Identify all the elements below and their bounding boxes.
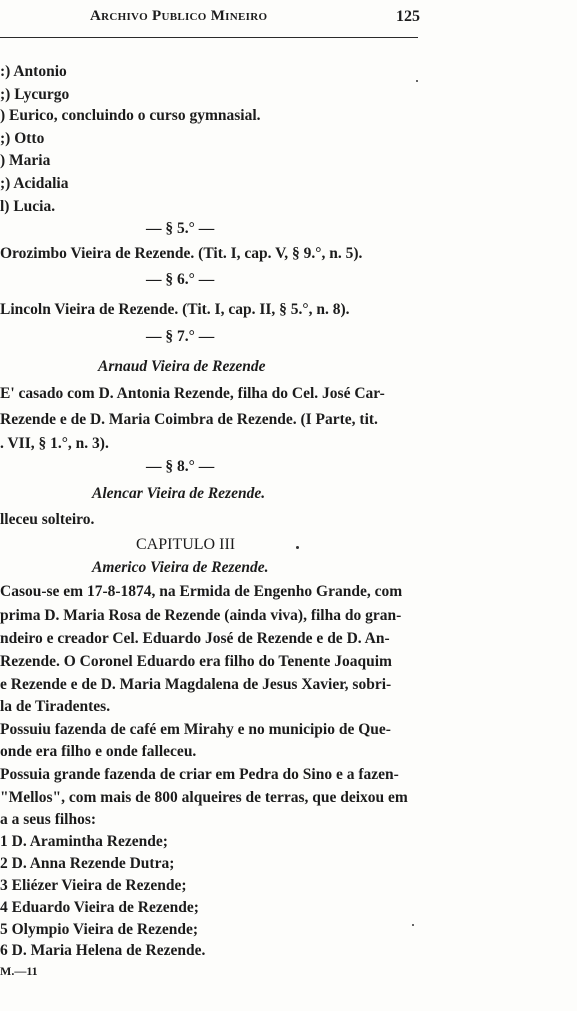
section-heading: — § 8.° —	[146, 458, 215, 475]
body-line: Rezende e de D. Maria Coimbra de Rezende. (I Parte, tit.	[0, 411, 378, 428]
child-list-item: ) Eurico, concluindo o curso gymnasial.	[0, 107, 261, 124]
heir-list-item: 6 D. Maria Helena de Rezende.	[0, 942, 206, 959]
page-number: 125	[396, 8, 420, 25]
body-line: lleceu solteiro.	[0, 511, 95, 528]
child-list-item: ;) Acidalia	[0, 175, 69, 192]
child-list-item: ;) Lycurgo	[0, 86, 70, 103]
body-line: ndeiro e creador Cel. Eduardo José de Rezende e de D. An-	[0, 630, 390, 647]
body-line: Possuia grande fazenda de criar em Pedra do Sino e a fazen-	[0, 766, 399, 783]
body-line: "Mellos", com mais de 800 alqueires de terras, que deixou em	[0, 789, 408, 806]
child-list-item: ) Maria	[0, 152, 51, 169]
running-header-title: Archivo Publico Mineiro	[90, 8, 268, 24]
child-list-item: l) Lucia.	[0, 198, 56, 215]
section-heading: — § 6.° —	[146, 271, 215, 288]
chapter-heading: CAPITULO III	[136, 536, 236, 553]
body-line: Rezende. O Coronel Eduardo era filho do Tenente Joaquim	[0, 653, 392, 670]
body-line: Lincoln Vieira de Rezende. (Tit. I, cap. II, § 5.°, n. 8).	[0, 301, 350, 318]
ink-speck	[412, 924, 414, 926]
heir-list-item: 2 D. Anna Rezende Dutra;	[0, 855, 175, 872]
child-list-item: ;) Otto	[0, 130, 45, 147]
person-name-heading: Arnaud Vieira de Rezende	[98, 358, 266, 375]
body-line: Orozimbo Vieira de Rezende. (Tit. I, cap. V, § 9.°, n. 5).	[0, 245, 363, 262]
section-heading: — § 5.° —	[146, 220, 215, 237]
body-line: onde era filho e onde falleceu.	[0, 743, 197, 760]
heir-list-item: 4 Eduardo Vieira de Rezende;	[0, 899, 199, 916]
body-line: prima D. Maria Rosa de Rezende (ainda viva), filha do gran-	[0, 607, 402, 624]
body-line: e Rezende e de D. Maria Magdalena de Jesus Xavier, sobri-	[0, 676, 392, 693]
person-name-heading: Americo Vieira de Rezende.	[92, 559, 269, 576]
body-line: E' casado com D. Antonia Rezende, filha do Cel. José Car-	[0, 385, 385, 402]
ink-speck	[296, 546, 299, 549]
section-heading: — § 7.° —	[146, 328, 215, 345]
body-line: a a seus filhos:	[0, 811, 97, 828]
signature-mark: M.—11	[0, 964, 38, 978]
heir-list-item: 3 Eliézer Vieira de Rezende;	[0, 877, 187, 894]
body-line: la de Tiradentes.	[0, 698, 111, 715]
body-line: . VII, § 1.°, n. 3).	[0, 435, 109, 452]
person-name-heading: Alencar Vieira de Rezende.	[92, 485, 266, 502]
ink-speck	[416, 80, 418, 82]
header-rule	[0, 37, 418, 38]
child-list-item: :) Antonio	[0, 63, 67, 80]
heir-list-item: 5 Olympio Vieira de Rezende;	[0, 921, 199, 938]
body-line: Possuiu fazenda de café em Mirahy e no municipio de Que-	[0, 721, 391, 738]
body-line: Casou-se em 17-8-1874, na Ermida de Engenho Grande, com	[0, 583, 403, 600]
heir-list-item: 1 D. Aramintha Rezende;	[0, 833, 168, 850]
